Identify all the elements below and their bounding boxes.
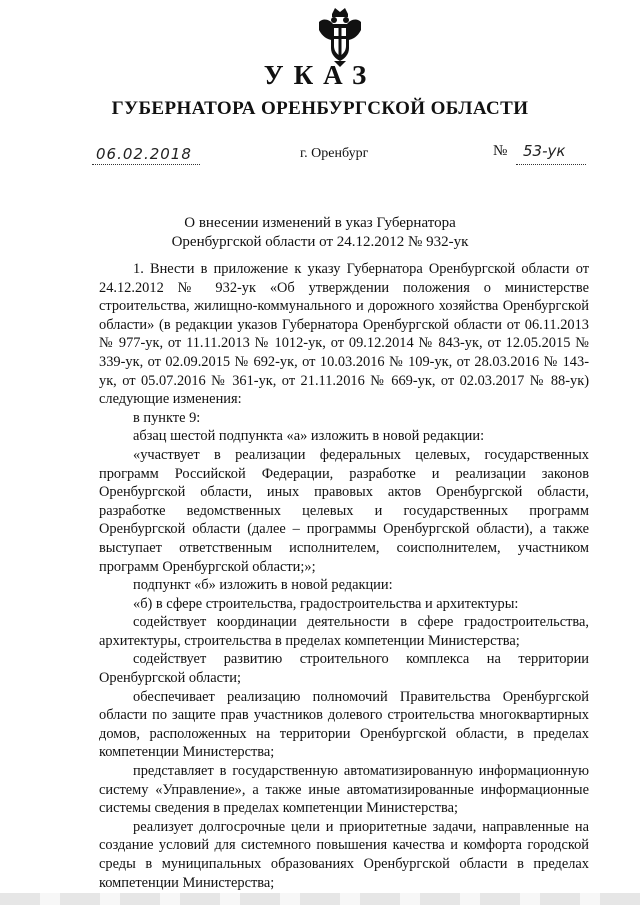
paragraph-5: подпункт «б» изложить в новой редакции: — [133, 577, 393, 594]
document-title: УКАЗ — [263, 60, 377, 90]
next-page-bleed-through — [0, 893, 640, 905]
paragraph-6: «б) в сфере строительства, градостроительства и архитектуры: — [133, 595, 519, 612]
number-sign: № — [493, 143, 508, 159]
handwritten-number: 53-ук — [523, 142, 566, 160]
handwritten-date: 06.02.2018 — [96, 145, 192, 163]
paragraph-3: абзац шестой подпункта «а» изложить в новой редакции: — [133, 428, 485, 445]
paragraph-1: 1. Внести в приложение к указу Губернатора Оренбургской области от 24.12.2012 № 932-ук «Об утверждении положения о министерстве строительства, жилищно-коммунального и дорожного хозяйства Оренбургской области» (в редакции указов Губернатора Оренбургской области от 06.11.2013 № 977-ук, от 11.11.2013 № 1012-ук, от 09.12.2014 № 843-ук, от 12.05.2015 № 339-ук, от 02.09.2015 № 692-ук, от 10.03.2016 № 109-ук, от 28.03.2016 № 143-ук, от 05.07.2016 № 361-ук, от 21.11.2016 № 669-ук, от 02.03.2017 № 88-ук) следующие изменения: — [99, 261, 589, 408]
paragraph-4: «участвует в реализации федеральных целевых, государственных программ Российской Федерации, разработке и реализации законов Оренбургской области, иных правовых актов Оренбургской области, разработке ведомственных целевых и государственных программ Оренбургской области (далее – программы Оренбургской области), а также выступает ответственным исполнителем, соисполнителем, участником программ Оренбургской области;»; — [99, 446, 589, 575]
paragraph-7: содействует координации деятельности в сфере градостроительства, архитектуры, строительства в пределах компетенции Министерства; — [99, 614, 589, 649]
paragraph-11: реализует долгосрочные цели и приоритетные задачи, направленные на создание условий для системного повышения качества и комфорта городской среды в муниципальных образованиях Оренбургской области в пределах компетенции Министерства; — [99, 818, 589, 891]
city-label: г. Оренбург — [300, 146, 369, 161]
date-underline — [92, 164, 200, 165]
document-subtitle: ГУБЕРНАТОРА ОРЕНБУРГСКОЙ ОБЛАСТИ — [111, 98, 529, 119]
number-underline — [516, 164, 586, 165]
paragraph-8: содействует развитию строительного комплекса на территории Оренбургской области; — [99, 651, 589, 687]
heading-line-2: Оренбургской области от 24.12.2012 № 932-ук — [171, 234, 469, 250]
paragraph-2: в пункте 9: — [133, 409, 201, 426]
heading-line-1: О внесении изменений в указ Губернатора — [184, 215, 456, 231]
paragraph-9: обеспечивает реализацию полномочий Правительства Оренбургской области по защите прав участников долевого строительства многоквартирных домов, расположенных на территории Оренбургской области, в пределах компетенции Министерства; — [99, 688, 589, 761]
document-body — [99, 260, 589, 892]
coat-of-arms-emblem — [317, 6, 363, 68]
paragraph-10: представляет в государственную автоматизированную информационную систему «Управление», а также иные автоматизированные информационные системы сведения в пределах компетенции Министерства; — [99, 763, 589, 817]
document-heading — [0, 214, 640, 252]
